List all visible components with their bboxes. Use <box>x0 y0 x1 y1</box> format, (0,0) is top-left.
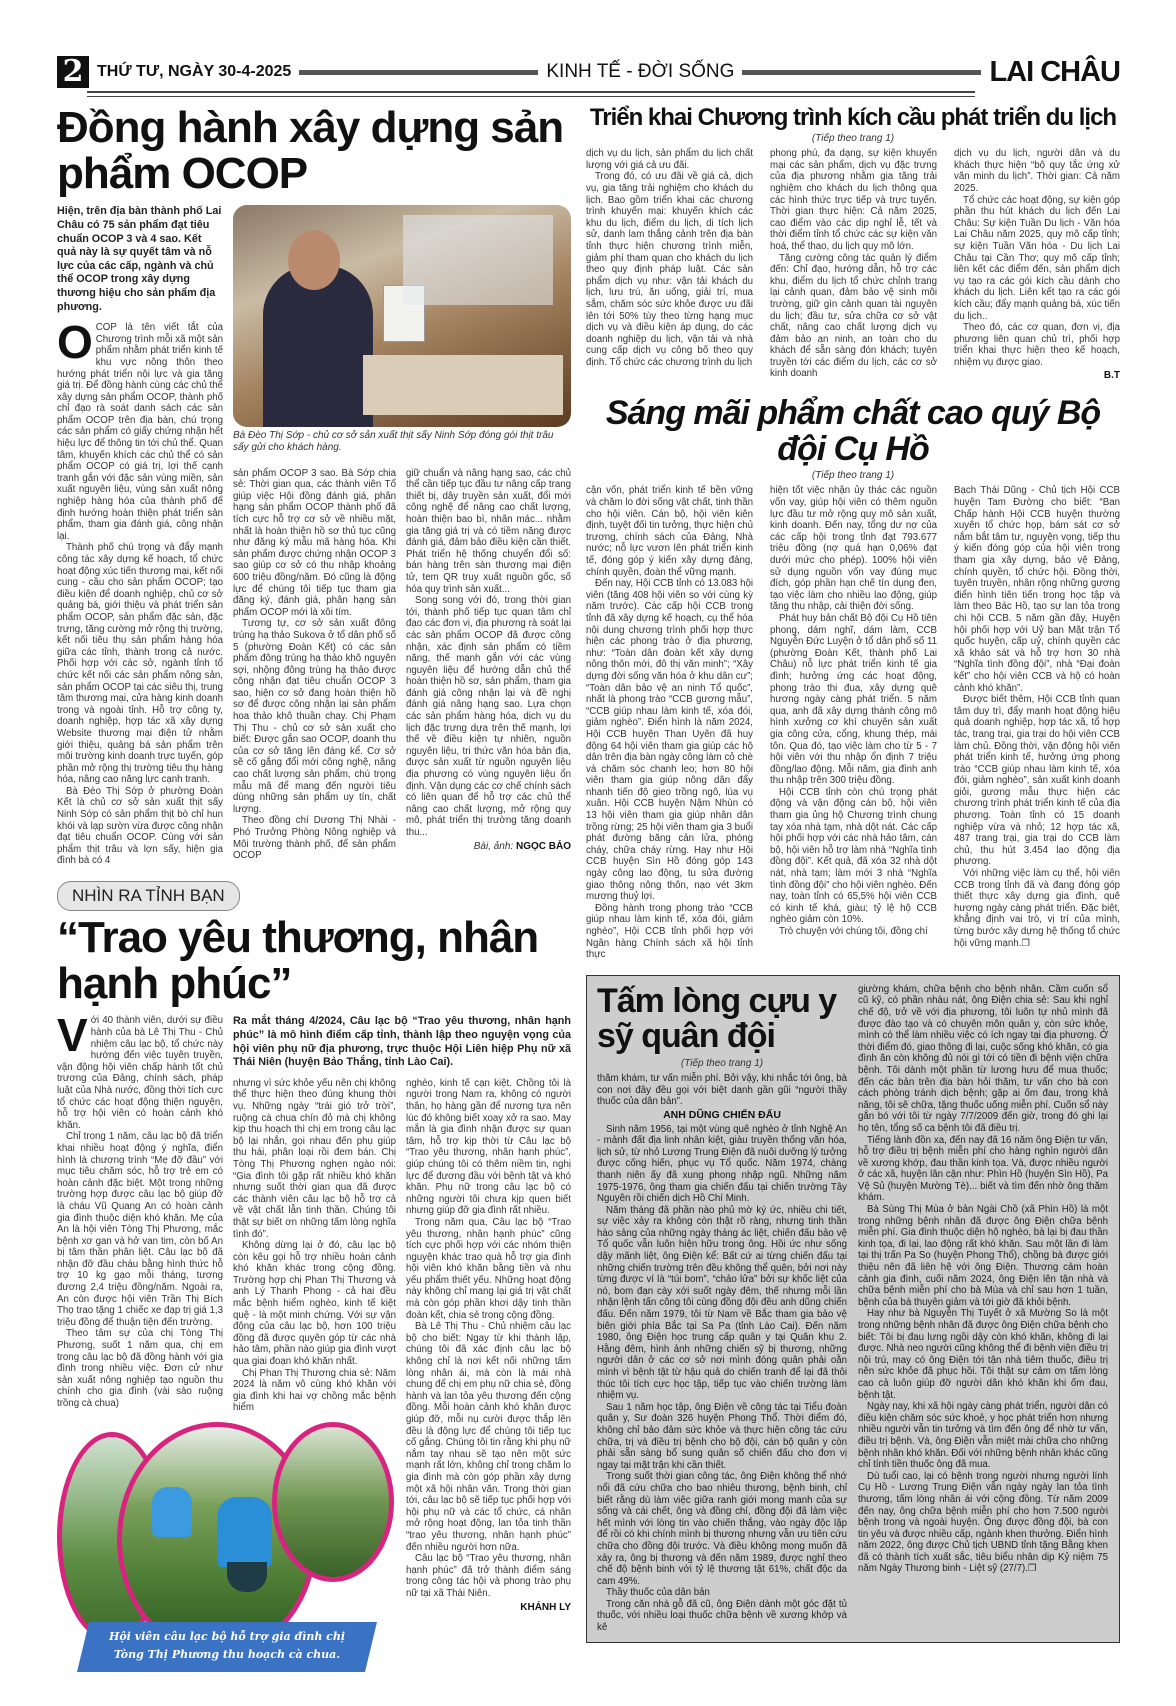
paragraph: Trong căn nhà gỗ đã cũ, ông Điện dành một góc đặt tủ thuốc, với nhiều loại thuốc chữa bệnh về xương khớp và kê <box>597 1598 847 1634</box>
drop-cap: V <box>57 1009 88 1062</box>
paragraph: Ngày nay, khi xã hội ngày càng phát triển, người dân có điều kiện chăm sóc sức khoẻ, y học phát triển hơn nhưng nhiều người vẫn tin tưởng và tìm đến ông để nhờ tư vấn, điều trị bệnh. Và, ông Điện vẫn miệt mài chữa cho những bệnh nhân khó khăn. Đối với những bệnh nhân khác cũng chỉ tính tiền thuốc ông đã mua. <box>858 1401 1108 1471</box>
neighbor-column-2 <box>233 1078 396 1414</box>
section-title: KINH TẾ - ĐỜI SỐNG <box>546 61 735 82</box>
article-text <box>770 148 937 380</box>
veterans-headline: Sáng mãi phẩm chất cao quý Bộ đội Cụ Hồ <box>605 394 1101 468</box>
veterans-column-2 <box>770 485 937 960</box>
article-text <box>406 468 571 839</box>
article-text <box>597 1124 847 1634</box>
paragraph: Được biết thêm, Hội CCB tỉnh quan tâm duy trì, đẩy mạnh hoạt động hiệu quả doanh nghiệp, hợp tác xã, tổ hợp tác, trang trại, gia trại do hội viên CCB làm chủ. Đồng thời, vận động hội viên phát triển kinh tế, hưởng ứng phong trào “CCB giúp nhau làm kinh tế, xóa đói, giảm nghèo”, sản xuất kinh doanh giỏi, gương mẫu thực hiện các chương trình phát triển kinh tế của địa phương. Toàn tỉnh có 15 doanh nghiệp vừa và nhỏ; 12 hợp tác xã, 487 trang trại, gia trại do CCB làm chủ, thu hút 3.454 lao động địa phương. <box>954 694 1120 868</box>
header-rule <box>299 70 538 75</box>
header-rule <box>742 70 981 75</box>
veterans-column-1 <box>586 485 753 960</box>
article-text <box>586 485 753 960</box>
ocop-article <box>57 105 571 867</box>
paragraph: Không dừng lại ở đó, câu lạc bộ còn kêu gọi hỗ trợ nhiều hoàn cảnh khó khăn khác trong cộng đồng. Trường hợp chị Phan Thị Thương và anh Lý Thanh Phong - cả hai đều mắc bệnh hiểm nghèo, kinh tế kiệt quệ - là một minh chứng. Với sự vận động của câu lạc bộ, hơn 100 triệu đồng đã được quyên góp từ các nhà hảo tâm, phần nào giúp gia đình vượt qua giai đoạn khó khăn nhất. <box>233 1240 396 1368</box>
medic-column-1 <box>597 981 847 1634</box>
header-double-rule <box>87 91 975 97</box>
article-text <box>954 485 1120 949</box>
person-figure <box>263 265 373 427</box>
newspaper-page <box>57 0 1120 1706</box>
tourism-continued-note: (Tiếp theo trang 1) <box>811 133 895 145</box>
paragraph: Trong suốt thời gian công tác, ông Điện không thể nhớ nổi đã cứu chữa cho bao nhiêu thương, bệnh binh, chỉ biết rằng dù làm việc giữa ranh giới mong manh của sự sống và cái chết, ông và đồng chí, đồng đội đã làm việc hết mình với lòng tin vào chiến thắng, vào ngày độc lập để rồi có khi chính mình bị thương nhưng vẫn ưu tiên cứu chữa cho đồng đội trước. Và điều không mong muốn đã xảy ra, ông bị thương và đến năm 1989, được nghỉ theo chế độ bệnh binh với tỷ lệ thương tật 61%, chất độc da cam 49%. <box>597 1471 847 1587</box>
person-blue-shirt <box>217 1497 272 1567</box>
paragraph: Sau 1 năm học tập, ông Điện về công tác tại Tiểu đoàn quân y, Sư đoàn 326 huyện Phong Thổ. Thời điểm đó, không chỉ bảo đảm sức khỏe và thực hiện công tác cứu chữa, trị và điều trị bệnh cho bộ đội, cán bộ quân y còn phải sẵn sàng bổ sung quân số chiến đấu cho đơn vị ngay tại mặt trận khi cần thiết. <box>597 1401 847 1471</box>
ocop-byline <box>406 841 571 853</box>
neighbor-lead: Ra mắt tháng 4/2024, Câu lạc bộ “Trao yêu thương, nhân hạnh phúc” là mô hình điểm cấp tỉnh, thành lập theo nguyện vọng của hội viên phụ nữ địa phương, trực thuộc Hội Liên hiệp Phụ nữ xã Thái Niên (huyện Bảo Thắng, tỉnh Lào Cai). <box>233 1015 571 1069</box>
basket <box>227 1562 267 1592</box>
byline-author: NGỌC BẢO <box>516 840 571 852</box>
paragraph: Đến nay, Hội CCB tỉnh có 13.083 hội viên (tăng 408 hội viên so với cùng kỳ năm trước). Các cấp hội CCB trong tỉnh đã xây dựng kế hoạch, cụ thể hóa nội dung chương trình phối hợp thực hiện các phong trào ở địa phương, như: “Toàn dân đoàn kết xây dựng nông thôn mới, đô thị văn minh”; “Xây dựng đời sống văn hóa ở khu dân cư”; “Toàn dân bảo vệ an ninh Tổ quốc”, nhất là phong trào “CCB gương mẫu”, “CCB giúp nhau làm kinh tế, xóa đói, giảm nghèo”. Điển hình là năm 2024, Hội CCB huyện Than Uyên đã huy động 64 hội viên tham gia giúp các hộ dân trên địa bàn ngày công làm cỏ chè và chăm sóc chanh leo; hơn 80 hội viên tham gia giúp nông dân đẩy nhanh tiến độ gieo trồng ngô, lúa vụ xuân. Hội CCB huyện Nậm Nhùn có 13 hội viên tham gia giúp nhân dân trồng rừng; 25 hội viên tham gia 3 buổi phát đường băng cản lửa, phòng cháy, chữa cháy rừng. Hay như Hội CCB huyện Sìn Hồ đóng góp 143 ngày công lao động, tu sửa đường giao thông nông thôn, nạo vét 3km mương thuỷ lợi. <box>586 578 753 903</box>
veterans-columns <box>586 485 1120 960</box>
paragraph: Tăng cường công tác quản lý điểm đến: Chỉ đạo, hướng dẫn, hỗ trợ các khu, điểm du lịch tổ chức chỉnh trang lại cảnh quan, đảm bảo vệ sinh môi trường, giữ gìn cảnh quan tài nguyên du lịch; đầu tư, sửa chữa cơ sở vật chất, nâng cao chất lượng dịch vụ đảm bảo an ninh, an toàn cho du khách để sẵn sàng đón khách; tuyên truyền tới các điểm du lịch, các cơ sở kinh doanh <box>770 252 937 380</box>
medic-intro: thăm khám, tư vấn miễn phí. Bởi vậy, khi nhắc tới ông, bà con nơi đây đều gọi với biệt danh gần gũi “người thầy thuốc của dân bản”. <box>597 1073 847 1108</box>
tourism-byline: B.T <box>1103 370 1120 382</box>
article-text <box>233 468 396 862</box>
paragraph: Bà Lê Thị Thu - Chủ nhiệm câu lạc bộ cho biết: Ngay từ khi thành lập, chúng tôi đã xác định câu lạc bộ không chỉ là nơi kết nối những tấm lòng nhân ái, mà còn là mái nhà chung để chị em phụ nữ chia sẻ, đồng hành và lan tỏa yêu thương đến cộng đồng. Mỗi hoàn cảnh khó khăn được giúp đỡ, mỗi nụ cười được thắp lên đều là động lực để chúng tôi tiếp tục cố gắng. Chúng tôi tin rằng khi phụ nữ nắm tay nhau sẽ tạo nên một sức mạnh rất lớn, không chỉ trong chăm lo gia đình mà còn góp phần xây dựng một xã hội nhân văn. Trong thời gian tới, câu lạc bộ sẽ tiếp tục phối hợp với hội phụ nữ và các tổ chức, cá nhân mở rộng hoạt động, lan tỏa tinh thần “trao yêu thương, nhân hạnh phúc” đến nhiều người hơn nữa. <box>406 1321 571 1553</box>
paragraph: nghèo, kinh tế cạn kiệt. Chồng tôi là người trong Nam ra, không có người thân, họ hàng gần để nương tựa nên lúc đó không biết xoay xở ra sao. May mắn là gia đình nhận được sự quan tâm, hỗ trợ kịp thời từ Câu lạc bộ “Trao yêu thương, nhân hạnh phúc”, giúp chúng tôi có thêm niềm tin, nghị lực để đương đầu với bệnh tật và khó khăn. Phụ nữ trong câu lạc bộ có những người tôi chưa kịp quen biết nhưng giúp đỡ gia đình rất nhiều. <box>406 1077 571 1217</box>
paragraph: cận vốn, phát triển kinh tế bền vững và chăm lo đời sống vật chất, tinh thần cho hội viên. Cán bộ, hội viên kiên định, tuyệt đối tin tưởng, thực hiện chủ trương, chính sách của Đảng, Nhà nước; nỗ lực vươn lên phát triển kinh tế, đóng góp ý kiến xây dựng đảng, chính quyền, đoàn thể vững mạnh. <box>586 485 753 578</box>
paragraph: Tiếng lành đồn xa, đến nay đã 16 năm ông Điện tư vấn, hỗ trợ điều trị bệnh miễn phí cho hàng nghìn người dân về xương khớp, đau thần kinh tọa. Và, được nhiều người ở các xã, huyện lân cận như: Phìn Hồ (huyện Sìn Hồ), Pa Vệ Sủ (huyện Mường Tè)... biết và tìm đến nhờ ông thăm khám. <box>858 1134 1108 1204</box>
paragraph: Năm tháng đã phần nào phủ mờ ký ức, nhiều chi tiết, sự việc xảy ra không còn thật rõ ràng, nhưng tinh thần hào sảng của những ngày tháng ác liệt, chiến đấu bảo vệ Tổ quốc vẫn luôn hiện hữu trong ông. Hồi ức như sống dậy mãnh liệt, ông Điện kể: Bất cứ ai từng chiến đấu tại những chiến trường trên đều không thể quên, bởi nơi này từng được ví là “túi bom”, “chảo lửa” bởi sự khốc liệt của nó, bom đạn cày xới suốt ngày đêm, thế nhưng mỗi lần nhận lệnh tấn công tôi cùng đồng đội đều anh dũng chiến đấu. Đến năm 1979, tôi từ Nam về Bắc tham gia bảo vệ biên giới phía Bắc tại Sa Pa (tỉnh Lào Cai). Đến năm 1980, ông Điện học trung cấp quân y tại Quân khu 2. Hằng đêm, hình ảnh những chiến sỹ bị thương, những người dân ở các cơ sở nơi mình đóng quân phải oằn mình vì bệnh tật từ hậu quả do chiến tranh để lại đã thôi thúc tôi tích cực học tập, tiếp tục vào chiến trường làm nhiệm vụ. <box>597 1204 847 1402</box>
paragraph: Với những việc làm cụ thể, hội viên CCB trong tỉnh đã và đang đóng góp thiết thực xây dựng gia đình, quê hương ngày càng phát triển. Đặc biệt, khẳng định vai trò, vị trí của mình, từng bước xây dựng hệ thống tổ chức hội vững mạnh.❐ <box>954 868 1120 949</box>
neighbor-photo-caption: Hội viên câu lạc bộ hỗ trợ gia đình chị Tòng Thị Phương thu hoạch cà chua. <box>108 1630 346 1661</box>
paragraph: giường khám, chữa bệnh cho bệnh nhân. Cầm cuốn sổ cũ kỹ, có phần nhàu nát, ông Điện chia sẻ: Sau khi nghỉ chế độ, trở về với địa phương, tôi luôn tự nhủ mình đã được đào tạo và có chuyên môn quân y, còn sức khỏe, mình có thể làm nhiều việc có ích ngay tại địa phương. Ở thời điểm đó, giao thông đi lại, cuộc sống khó khăn, có gia đình ăn còn không đủ nói gì tới có tiền đi bệnh viện chữa bệnh. Tôi dành một phần từ lương hưu để mua thuốc; đến các bản trên địa bàn hỏi thăm, tư vấn cho bà con cách phòng tránh dịch bệnh; gặp ai ốm đau, trong khả năng, tôi sẽ chữa, tặng thuốc uống miễn phí. Cuốn sổ này gắn bó với tôi từ ngày 7/7/2009 đến giờ, trong đó ghi lại họ tên, tổng số ca bệnh tôi đã điều trị. <box>858 983 1108 1134</box>
paragraph: Theo đó, các cơ quan, đơn vị, địa phương liên quan chủ trì, phối hợp triển khai thực hiện theo kế hoạch, nhiệm vụ được giao. <box>954 322 1120 368</box>
paragraph: Chị Phan Thị Thương chia sẻ: Năm 2024 là năm vô cùng khó khăn với gia đình khi hai vợ chồng mắc bệnh hiểm <box>233 1367 396 1414</box>
display-cabinet <box>403 215 553 305</box>
paragraph: Câu lạc bộ “Trao yêu thương, nhân hạnh phúc” đã trở thành điểm sáng trong công tác hội và phong trào phụ nữ tại xã Thái Niên. <box>406 1553 571 1599</box>
masthead <box>57 55 1120 89</box>
table-with-products <box>363 355 563 415</box>
paragraph: Thầy thuốc của dân bản <box>606 1587 710 1599</box>
article-text <box>770 485 937 937</box>
issue-date: THỨ TƯ, NGÀY 30-4-2025 <box>97 63 292 80</box>
ocop-photo-caption: Bà Đèo Thị Sớp - chủ cơ sở sản xuất thịt sấy Ninh Sớp đóng gói thịt trâu sấy gửi cho khách hàng. <box>233 430 554 454</box>
tourism-column-2 <box>770 148 937 382</box>
paragraph: Song song với đó, trong thời gian tới, thành phố tiếp tục quan tâm chỉ đạo các đơn vị, địa phương rà soát lại các sản phẩm OCOP đã được công nhận, xác định sản phẩm có tiềm năng, thế mạnh gắn với các vùng nguyên liệu để hướng dẫn chủ thể hoàn thiện hồ sơ, sản phẩm, tham gia đánh giá công nhận lại và đề nghị đánh giá nâng hạng sao. Lựa chọn các sản phẩm hàng hóa, dịch vụ du lịch đặc trưng dựa trên thế mạnh, lợi thế về điều kiện tự nhiên, nguồn nguyên liệu, tri thức văn hóa bản địa, được sản xuất từ nguồn nguyên liệu địa phương có vùng nguyên liệu ổn định. Vận dụng các cơ chế chính sách có liên quan để hỗ trợ các chủ thể nâng cao chất lượng, mở rộng quy mô, phát triển thị trường tăng doanh thu... <box>406 595 571 839</box>
medic-column-2 <box>858 984 1108 1634</box>
paragraph: sản phẩm OCOP 3 sao. Bà Sớp chia sẻ: Thời gian qua, các thành viên Tổ giúp việc Hội đồng đánh giá, phân hạng sản phẩm OCOP thành phố đã tích cực hỗ trợ cơ sở về nhiều mặt, nhất là hoàn thiện hồ sơ thủ tục cũng như đăng ký mẫu mã hàng hóa. Khi sản phẩm được chứng nhận OCOP 3 sao giúp cơ sở có thu nhập khoảng 600 triệu đồng/năm. Đó cũng là động lực để chúng tôi tiếp tục tham gia đăng ký, đánh giá, phân hạng sản phẩm OCOP mới là xôi tím. <box>233 467 396 618</box>
ocop-lead: Hiện, trên địa bàn thành phố Lai Châu có 75 sản phẩm đạt tiêu chuẩn OCOP 3 và 4 sao. Kết quả này là sự quyết tâm và nỗ lực của các cấp, ngành và chủ thể OCOP trong xây dựng thương hiệu cho sản phẩm địa phương. <box>57 205 222 313</box>
page-number: 2 <box>57 56 89 88</box>
ocop-column-1-text <box>57 316 223 867</box>
paragraph: dịch vụ du lịch, người dân và du khách thực hiện “bộ quy tắc ứng xử văn minh du lịch”. Thời gian: Cả năm 2025. <box>954 148 1120 194</box>
article-text <box>954 148 1120 368</box>
paragraph: COP là tên viết tắt của Chương trình mỗi xã một sản phẩm nhằm phát triển kinh tế khu vực nông thôn theo hướng phát triển nội lực và gia tăng giá trị. Để đồng hành cùng các chủ thể xây dựng sản phẩm OCOP, thành phố chỉ đạo rà soát danh sách các sản phẩm OCOP trên địa bàn, chú trọng các sản phẩm có giấy chứng nhận hết hiệu lực để thông tin tới chủ thể. Quan tâm, khuyến khích các chủ thể có sản phẩm OCOP có giá trị, lợi thế cạnh tranh gắn với đặc sản vùng miền, sản xuất nguyên liệu, vùng sản xuất nông nghiệp hàng hóa của thành phố để định hướng hoàn thiện phát triển sản phẩm, tham gia đánh giá, công nhận lại. <box>57 322 223 542</box>
photo-circle-right <box>272 1422 394 1582</box>
article-text <box>233 1078 396 1414</box>
article-text <box>406 1078 571 1600</box>
ocop-column-3 <box>406 468 571 867</box>
paragraph: Trò chuyện với chúng tôi, đồng chí <box>779 926 928 937</box>
right-stack <box>586 105 1120 1643</box>
paragraph: Bà Sùng Thị Mùa ở bản Ngài Chồ (xã Phìn Hồ) là một trong những bệnh nhân đã được ông Điện chữa bệnh miễn phí. Gia đình thuộc diện hộ nghèo, bà lại bị đau thần kinh tọa, đi lại, lao động rất khó khăn. Sau một lần đi làm tại thị trấn Pa So (huyện Phong Thổ), chồng bà được giới thiệu nên đã liên hệ với ông Điện. Thương cảm hoàn cảnh gia đình, cuối năm 2024, ông Điện lên tận nhà và chữa bệnh miễn phí cho bà Mùa và chỉ sau hơn 1 tuần, bệnh của bà thuyên giảm và tới giờ đã khỏi bệnh. <box>858 1204 1108 1308</box>
medic-subhead: ANH DŨNG CHIẾN ĐẤU <box>663 1108 781 1121</box>
paragraph: Tổ chức các hoạt động, sự kiện góp phần thu hút khách du lịch đến Lai Châu: Sự kiện Tuần Du lịch - Văn hóa Lai Châu năm 2025, quy mô cấp tỉnh; sự kiện Tuần Văn hóa - Du lịch Lai Châu tại Cần Thơ; quy mô cấp tỉnh; liên kết các điểm đến, sản phẩm dịch vụ tạo ra các gói kích cầu dành cho khách du lịch. Liên kết tạo ra các gói kích cầu; đẩy mạnh quảng bá, xúc tiến du lịch.. <box>954 194 1120 322</box>
ocop-column-2 <box>233 468 396 867</box>
medic-column-1-text <box>597 1073 847 1634</box>
medic-continued-note: (Tiếp theo trang 1) <box>680 1058 764 1070</box>
medic-headline: Tấm lòng cựu y sỹ quân đội <box>597 981 837 1056</box>
paragraph: ới 40 thành viên, dưới sự điều hành của bà Lê Thị Thu - Chủ nhiệm câu lạc bộ, tổ chức này hướng đến việc tuyên truyền, vận động hội viên chấp hành tốt chủ trương của Đảng, chính sách, pháp luật của Nhà nước, đồng thời tích cực tổ chức các hoạt động thiện nguyện, hỗ trợ hội viên có hoàn cảnh khó khăn. <box>57 1015 223 1131</box>
tourism-column-3 <box>954 148 1120 382</box>
neighbor-columns <box>57 1009 571 1676</box>
paragraph: Hay như bà Nguyễn Thị Tuyết ở xã Mường So là một trong những bệnh nhân đã được ông Điện chữa bệnh cho biết: Tôi bị đau lưng ngồi dậy còn khó khăn, không đi lại được. Nhà neo người cũng không thể đi bệnh viện điều trị nội trú, may có ông Điện tới tận nhà tiêm thuốc, điều trị nên sức khỏe đã phục hồi. Tôi thật sự cảm ơn tấm lòng cao cả luôn giúp đỡ người dân khó khăn khi ốm đau, bệnh tật. <box>858 1308 1108 1401</box>
paragraph: Chỉ trong 1 năm, câu lạc bộ đã triển khai nhiều hoạt động ý nghĩa, điển hình là chương trình “Mẹ đỡ đầu” với mục tiêu chăm sóc, hỗ trợ trẻ em có hoàn cảnh đặc biệt. Một trong những trường hợp được câu lạc bộ giúp đỡ là cháu Vũ Quang An có hoàn cảnh gia đình thuộc diện khó khăn. Mẹ của An là hội viên Tòng Thị Phương, mắc bệnh xơ gan và hở van tim, còn bố An bị tâm thần phân liệt. Câu lạc bộ đã nhận đỡ đầu cháu bằng hình thức hỗ trợ 10 kg gạo mỗi tháng, tương đương 2,4 triệu đồng/năm. Ngoài ra, An còn được hội viên Trần Thị Bích Thọ trao tặng 1 chiếc xe đạp trị giá 1,3 triệu đồng để thuận tiện đến trường. <box>57 1131 223 1328</box>
newspaper-name: LAI CHÂU <box>989 55 1120 88</box>
ocop-column-1 <box>57 205 223 867</box>
article-text <box>858 984 1108 1575</box>
paragraph: Theo đồng chí Dương Thị Nhài - Phó Trưởng Phòng Nông nghiệp và Môi trường thành phố, để sản phẩm OCOP <box>233 815 396 862</box>
neighbor-column-3 <box>406 1078 571 1676</box>
paragraph: Bạch Thái Dũng - Chủ tịch Hội CCB huyện Tam Đường cho biết: “Ban Chấp hành Hội CCB huyện thường xuyên tổ chức họp, bám sát cơ sở nắm bắt tâm tư, nguyện vọng, tiếp thu ý kiến đóng góp của hội viên trong tham gia xây dựng, bảo vệ Đảng, chính quyền, tổ chức hội. Đồng thời, tuyên truyền, nhân rộng những gương điển hình tiên tiến trong học tập và làm theo Bác Hồ, tạo sự lan tỏa trong chi hội CCB. 5 năm gần đây, Huyện hội phối hợp với Uỷ ban Mặt trận Tổ quốc huyện, cấp uỷ, chính quyền các xã khảo sát và hỗ trợ hơn 30 nhà “Nghĩa tình đồng đội”, nhà “Đại đoàn kết” cho hội viên CCB và hộ có hoàn cảnh khó khăn”. <box>954 485 1120 694</box>
paragraph: Phát huy bản chất Bộ đội Cụ Hồ tiên phong, dám nghĩ, dám làm, CCB Nguyễn Đức Luyện ở tổ dân phố số 11 (phường Đoàn Kết, thành phố Lai Châu) nỗ lực phát triển kinh tế gia đình; hưởng ứng các hoạt động, phong trào thi đua, xây dựng quê hương ngày càng phát triển. 5 năm qua, anh đã xây dựng thành công mô hình xưởng cơ khí chuyên sản xuất gia công cửa, cổng, khung thép, mái tôn. Qua đó, tạo việc làm cho từ 5 - 7 hội viên với thu nhập ổn định 7 triệu đồng/lao động. Mỗi năm, gia đình anh thu nhập trên 300 triệu đồng. <box>770 612 937 787</box>
article-text <box>57 316 223 867</box>
paragraph: Hội CCB tỉnh còn chú trọng phát động và vận động cán bộ, hội viên tham gia ủng hộ Chương trình chung tay xóa nhà tạm, nhà dột nát. Các cấp hội phối hợp với các nhà hảo tâm, cán bộ, hội viên hỗ trợ làm nhà “Nghĩa tình đồng đội”. Kết quả, đã xóa 32 nhà dột nát, nhà tạm; làm mới 3 nhà “Nghĩa tình đồng đội” cho hội viên nghèo. Đến nay, toàn tỉnh có 65,5% hội viên CCB có kinh tế khá, giàu; tỷ lệ hộ CCB nghèo giảm còn 10%. <box>770 786 937 926</box>
ocop-photo <box>233 205 571 427</box>
paragraph: Tương tự, cơ sở sản xuất đông trùng hạ thảo Sukova ở tổ dân phố số 5 (phường Đoàn Kết) có các sản phẩm đông trùng hạ thảo khô nguyên sợi, nhộng đông trùng hạ thảo được công nhận đạt tiêu chuẩn OCOP 3 sao, hiện cơ sở đang hoàn thiện hồ sơ để được công nhận lại sản phẩm hoa thảo khô thuần chay. Chị Phạm Thị Thu - chủ cơ sở sản xuất cho biết: Được gắn sao OCOP, doanh thu của cơ sở tăng lên đáng kể. Cơ sở sẽ cố gắng đổi mới công nghệ, nâng cao chất lượng sản phẩm, chú trọng mẫu mã để mang đến người tiêu dùng những sản phẩm uy tín, chất lượng. <box>233 618 396 815</box>
paragraph: Đồng hành trong phong trào “CCB giúp nhau làm kinh tế, xóa đói, giảm nghèo”, Hội CCB tỉnh phối hợp với Ngân hàng Chính sách xã hội tỉnh thực <box>586 902 753 961</box>
byline-prefix: Bài, ảnh: <box>473 840 516 852</box>
ocop-columns <box>57 205 571 867</box>
paragraph: Dù tuổi cao, lại có bệnh trong người nhưng người lính Cụ Hồ - Lương Trung Điện vẫn ngày ngày lan tỏa tình thương, tấm lòng nhân ái với cộng đồng. Từ năm 2009 đến nay, ông chữa bệnh miễn phí cho hơn 7.500 người bệnh trong và ngoài huyện. Ông được đồng đội, bà con tin yêu và được nhiều cấp, ngành khen thưởng. Điển hình năm 2022, ông được Chủ tịch UBND tỉnh tặng Bằng khen đã có thành tích xuất sắc, tiêu biểu nhân dịp Kỷ niệm 75 năm Ngày Thương binh - Liệt sỹ (27/7).❐ <box>858 1470 1108 1575</box>
veterans-continued-note: (Tiếp theo trang 1) <box>811 470 895 482</box>
person-head <box>288 230 340 290</box>
paragraph: nhưng vì sức khỏe yếu nên chị không thể thực hiện theo đúng khung thời vụ. Những ngày “trái gió trở trời”, ruộng cà chua chín đỏ mà chị không kịp thu hoạch thì chị em trong câu lạc bộ lại nhắn, gọi nhau đến phụ giúp thu hái, phân loại rồi đem bán. Chị Tòng Thị Phương nghẹn ngào nói: “Gia đình tôi gặp rất nhiều khó khăn nhưng suốt thời gian qua đã được các thành viên câu lạc bộ hỗ trợ cả về vật chất lẫn tinh thần. Chúng tôi thật sự biết ơn những tấm lòng nghĩa tình đó”. <box>233 1077 396 1240</box>
medic-article-box <box>586 975 1120 1643</box>
left-stack <box>57 105 571 1676</box>
paragraph: giữ chuẩn và nâng hạng sao, các chủ thể cần tiếp tục đầu tư nâng cấp trang thiết bị, dây truyền sản xuất, đổi mới công nghệ để nâng cao chất lượng, hoàn thiện bao bì, nhãn mác... nhằm gia tăng giá trị và có tiềm năng được đánh giá, đảm bảo điều kiện cần thiết. Phát triển hệ thống chuyển đổi số: bán hàng trên sàn thương mại điện tử, tem QR truy xuất nguồn gốc, số hóa quy trình sản xuất... <box>406 467 571 595</box>
tourism-columns <box>586 148 1120 382</box>
neighbor-article <box>57 881 571 1676</box>
neighbor-column-1 <box>57 1009 223 1414</box>
paragraph: phong phú, đa dạng, sự kiện khuyến mại các sản phẩm, dịch vụ đặc trưng của địa phương nhằm gia tăng trải nghiệm cho khách du lịch thông qua các hình thức trực tiếp và trực tuyến. Thời gian thực hiện: Cả năm 2025, cao điểm vào các dịp nghỉ lễ, tết và thời điểm tỉnh tổ chức các sự kiện văn hoá, thể thao, du lịch quy mô lớn. <box>770 148 937 252</box>
ocop-photo-block <box>233 205 571 459</box>
paragraph: Trong đó, có ưu đãi về giá cả, dịch vụ, gia tăng trải nghiệm cho khách du lịch. Bao gồm triển khai các chương trình khuyến mại: khuyến khích các khu du lịch, điểm du lịch, di tích lịch sử, danh lam thắng cảnh trên địa bàn tỉnh thực hiện chương trình miễn, giảm phí tham quan cho khách du lịch theo quy định pháp luật. Các sản phẩm dịch vụ như: vận tải khách du lịch, lưu trú, ăn uống, giải trí, mua sắm, chăm sóc sức khỏe được ưu đãi lên tới 50% tùy theo từng hạng mục dịch vụ và điều kiện áp dụng, do các doanh nghiệp du lịch, vận tải và nhà cung cấp dịch vụ công bố theo quy định. Tổ chức các chương trình du lịch <box>586 171 753 368</box>
paragraph: Sinh năm 1956, tại một vùng quê nghèo ở tỉnh Nghệ An - mảnh đất địa linh nhân kiệt, giàu truyền thống văn hóa, lịch sử, từ nhỏ Lương Trung Điện đã nuôi dưỡng lý tưởng được cống hiến, phục vụ Tổ quốc. Năm 1974, chàng thanh niên ấy đã xung phong nhập ngũ. Những năm 1975-1976, ông tham gia chiến đấu tại chiến trường Tây Nguyên rồi chiến dịch Hồ Chí Minh. <box>597 1123 847 1205</box>
person-blue-shirt <box>152 1487 192 1537</box>
paragraph: Trong năm qua, Câu lạc bộ “Trao yêu thương, nhân hạnh phúc” cũng tích cực phối hợp với các nhóm thiện nguyện khác trao quà hỗ trợ gia đình hội viên khó khăn bằng tiền và nhu yếu phẩm thiết yếu. Những hoạt động này không chỉ mang lại giá trị vật chất mà còn góp phần khơi dậy tinh thần đoàn kết, chia sẻ trong cộng đồng. <box>406 1216 571 1321</box>
neighbor-headline: “Trao yêu thương, nhân hạnh phúc” <box>57 913 539 1009</box>
rubric-label: NHÌN RA TỈNH BẠN <box>57 881 240 911</box>
article-text <box>57 1009 223 1409</box>
paragraph: Thành phố chú trọng và đẩy mạnh công tác xây dựng kế hoạch, tổ chức hoạt động xúc tiến thương mại, kết nối cung - cầu cho sản phẩm OCOP; tạo điều kiện để doanh nghiệp, chủ cơ sở quảng bá, giới thiệu và phát triển sản phẩm OCOP, sản phẩm đặc sản, đặc trưng, tăng cường mở rộng thị trường, kết nối tiêu thụ sản phẩm hàng hóa giữa các tỉnh, thành trong cả nước. Phối hợp với các sở, ngành tỉnh tổ chức kết nối các sản phẩm nông sản, sản phẩm OCOP tại các siêu thị, trung tâm thương mại, cửa hàng kinh doanh trong và ngoài tỉnh. Hỗ trợ công ty, doanh nghiệp, hợp tác xã xây dựng Website thương mại điện tử nhằm giới thiệu, quảng bá sản phẩm trên môi trường kinh doanh trực tuyến, góp phần mở rộng thị trường tiêu thụ hàng hóa, nâng cao năng lực cạnh tranh. <box>57 542 223 786</box>
neighbor-photo-collage <box>57 1422 396 1676</box>
veterans-column-3 <box>954 485 1120 960</box>
veterans-article <box>586 396 1120 961</box>
paragraph: Theo tâm sự của chị Tòng Thị Phương, suốt 1 năm qua, chị em trong câu lạc bộ đã đồng hành với gia đình trong nhiều việc. Đơn cử như sản xuất nông nghiệp tạo nguồn thu chính cho gia đình (vài sào ruộng trồng cà chua) <box>57 1328 223 1409</box>
neighbor-byline: KHÁNH LY <box>520 1601 571 1613</box>
article-text <box>586 148 753 368</box>
drop-cap: O <box>57 316 93 369</box>
paragraph: hiện tốt việc nhận ủy thác các nguồn vốn vay, giúp hội viên có thêm nguồn lực đầu tư mở rộng quy mô sản xuất, kinh doanh. Đến nay, tổng dư nợ của các cấp hội trong tỉnh đạt 793.677 triệu đồng (nợ quá hạn 0,06% đạt dưới mức cho phép). 100% hội viên sử dụng nguồn vốn vay đúng mục đích, góp phần hạn chế tín dụng đen, tạo việc làm cho nhiều lao động, giúp tăng thu nhập, cải thiện đời sống. <box>770 485 937 613</box>
paragraph: dịch vụ du lịch, sản phẩm du lịch chất lượng với giá cả ưu đãi. <box>586 148 753 171</box>
page-body <box>57 105 1120 1676</box>
paragraph: Bà Đèo Thị Sớp ở phường Đoàn Kết là chủ cơ sở sản xuất thịt sấy Ninh Sớp có sản phẩm thịt bò chỉ hun khói và lạp sườn vừa được công nhận đạt tiêu chuẩn OCOP. Cùng với sản phẩm thịt trâu và lợn sấy, hiện gia đình bà có 4 <box>57 785 223 867</box>
tourism-column-1 <box>586 148 753 382</box>
tourism-headline: Triển khai Chương trình kích cầu phát triển du lịch <box>589 104 1117 131</box>
tourism-article <box>586 105 1120 382</box>
ocop-headline: Đồng hành xây dựng sản phẩm OCOP <box>57 103 564 199</box>
